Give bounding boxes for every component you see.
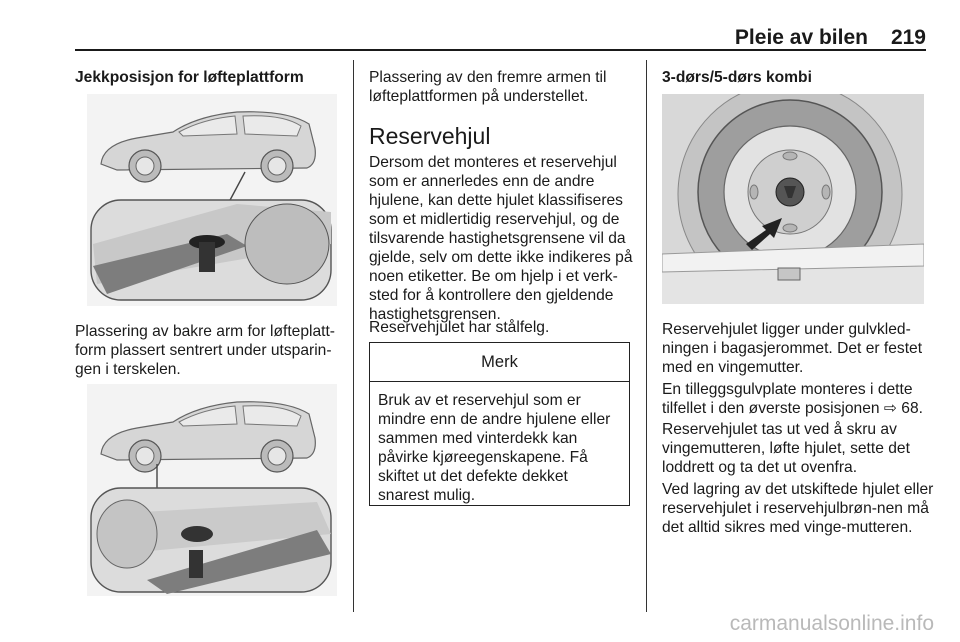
section-title-spare-wheel: Reservehjul bbox=[369, 123, 491, 149]
figure-spare-wheel-well bbox=[662, 94, 924, 304]
paragraph-store-wheel: Ved lagring av det utskiftede hjulet eller reservehjulet i reservehjulbrøn-nen må det alltid sikres med vinge-mutteren. bbox=[662, 481, 934, 536]
figure-rear-lift-position bbox=[87, 94, 337, 306]
note-body: Bruk av et reservehjul som er mindre enn de andre hjulene eller sammen med vinterdekk kan påvirke kjøreegenskapene. Få skiftet ut det defekte dekket snarest mulig. bbox=[378, 392, 611, 504]
section-heading-lift-platform: Jekkposisjon for løfteplattform bbox=[75, 69, 304, 86]
subheading-body-type: 3-dørs/5-dørs kombi bbox=[662, 69, 812, 86]
watermark: carmanualsonline.info bbox=[729, 612, 934, 635]
page-number: 219 bbox=[890, 26, 926, 49]
caption-rear-arm: Plassering av bakre arm for løfteplatt-form plassert sentrert under utsparin-gen i terskelen. bbox=[75, 323, 335, 378]
column-divider-right bbox=[646, 60, 647, 612]
note-box bbox=[369, 342, 630, 506]
paragraph-temporary-spare: Dersom det monteres et reservehjul som er annerledes enn de andre hjulene, kan dette hjulet klassifiseres som et midlertidig reservehjul, og de tilsvarende hastighetsgrensene vil da gjelde, selv om dette ikke indikeres på noen etiketter. Be om hjelp i et verk-sted for å kontrollere den gjeldende hastighetsgrensen. bbox=[369, 154, 633, 323]
paragraph-remove-wheel: Reservehjulet tas ut ved å skru av vingemutteren, løfte hjulet, sette det loddrett og ta det ut ovenfra. bbox=[662, 421, 910, 476]
figure-front-lift-position bbox=[87, 384, 337, 596]
note-title: Merk bbox=[370, 343, 629, 382]
intro-front-arm: Plassering av den fremre armen til løfteplattformen på understellet. bbox=[369, 69, 607, 105]
header-rule bbox=[75, 49, 926, 51]
paragraph-wheel-location: Reservehjulet ligger under gulvkled-ningen i bagasjerommet. Det er festet med en vingemutter. bbox=[662, 321, 923, 376]
paragraph-steel-rim: Reservehjulet har stålfelg. bbox=[369, 319, 550, 336]
paragraph-floor-plate: En tilleggsgulvplate monteres i dette tilfellet i den øverste posisjonen ⇨ 68. bbox=[662, 381, 923, 417]
column-divider-left bbox=[353, 60, 354, 612]
running-header-title: Pleie av bilen bbox=[734, 26, 868, 49]
